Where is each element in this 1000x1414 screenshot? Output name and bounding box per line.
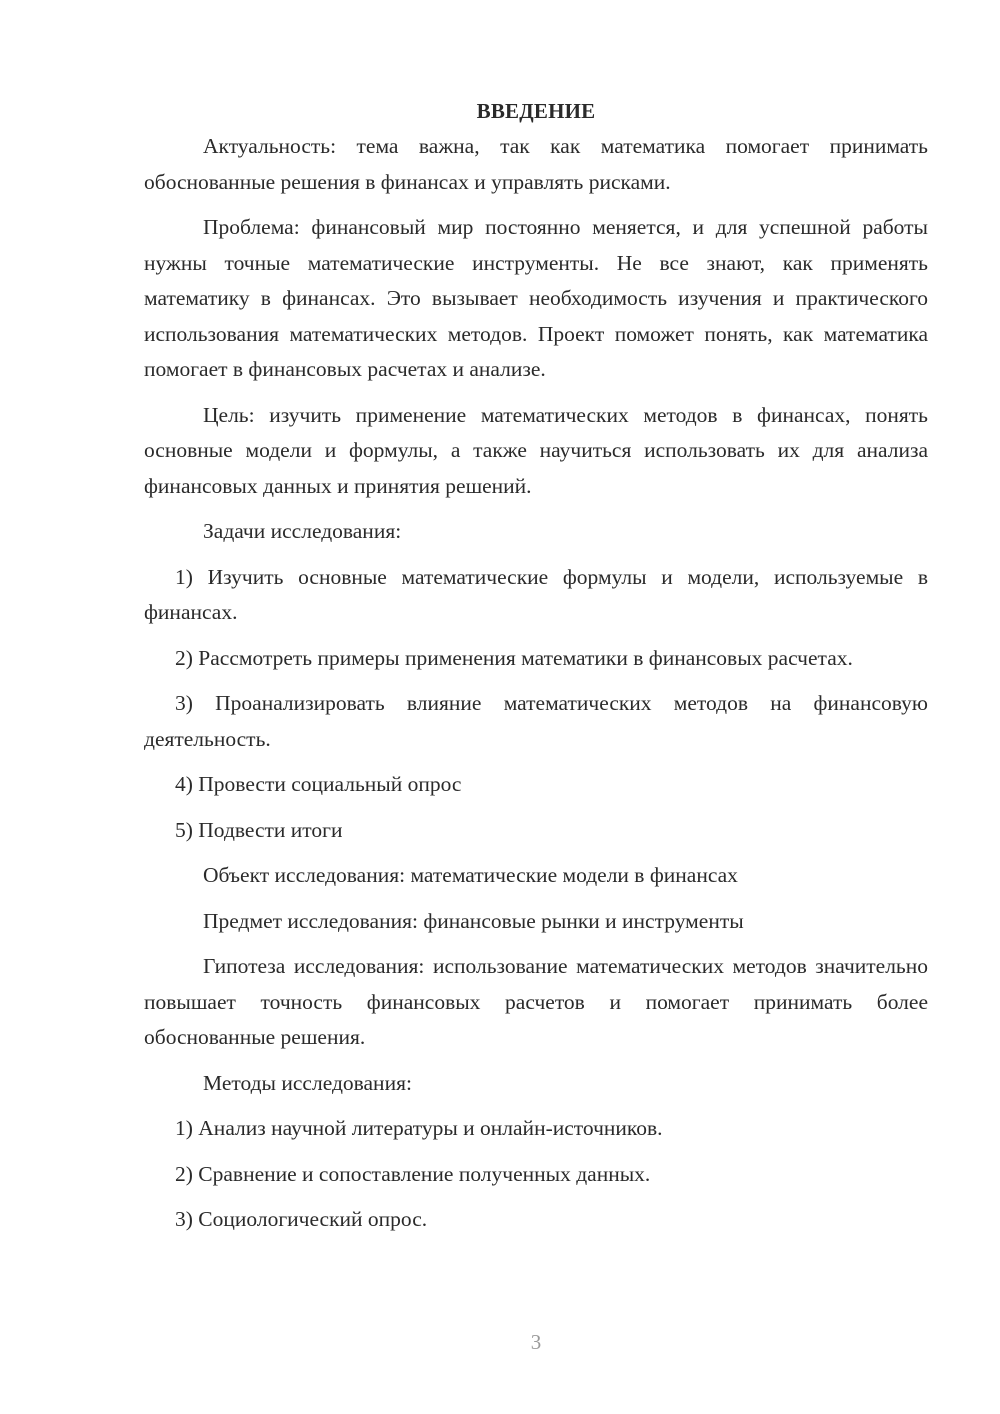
paragraph-13: Методы исследования: xyxy=(203,1070,412,1095)
paragraph-11: Предмет исследования: финансовые рынки и инструменты xyxy=(203,908,744,933)
list-item-14: 1) Анализ научной литературы и онлайн-источников. xyxy=(175,1116,663,1140)
document-page xyxy=(144,93,928,1248)
paragraph-4: Задачи исследования: xyxy=(203,519,402,543)
page-number: 3 xyxy=(530,1330,542,1354)
paragraph-2: Проблема: финансовый мир постоянно меняется, и для успешной работы нужны точные математические инструменты. Не все знают, как применять математику в финансах. Это вызывает необходимость изучения и практического использования математических методов. Проект поможет понять, как математика помогает в финансовых расчетах и анализе. xyxy=(144,215,928,381)
paragraph-1: Актуальность: тема важна, так как математика помогает принимать обоснованные решения в финансах и управлять рисками. xyxy=(144,134,928,194)
list-item-6: 2) Рассмотреть примеры применения математики в финансовых расчетах. xyxy=(175,645,853,670)
list-item-8: 4) Провести социальный опрос xyxy=(175,772,462,796)
list-item-5: 1) Изучить основные математические формулы и модели, используемые в финансах. xyxy=(144,564,928,624)
section-heading: ВВЕДЕНИЕ xyxy=(476,99,596,123)
paragraph-10: Объект исследования: математические модели в финансах xyxy=(203,863,738,887)
paragraph-12: Гипотеза исследования: использование математических методов значительно повышает точность финансовых расчетов и помогает принимать более обоснованные решения. xyxy=(144,954,928,1049)
list-item-16: 3) Социологический опрос. xyxy=(175,1207,428,1231)
paragraph-3: Цель: изучить применение математических методов в финансах, понять основные модели и формулы, а также научиться использовать их для анализа финансовых данных и принятия решений. xyxy=(144,402,928,498)
document-body xyxy=(144,129,928,1238)
list-item-15: 2) Сравнение и сопоставление полученных данных. xyxy=(175,1161,651,1186)
list-item-7: 3) Проанализировать влияние математических методов на финансовую деятельность. xyxy=(144,691,928,751)
list-item-9: 5) Подвести итоги xyxy=(175,817,343,842)
